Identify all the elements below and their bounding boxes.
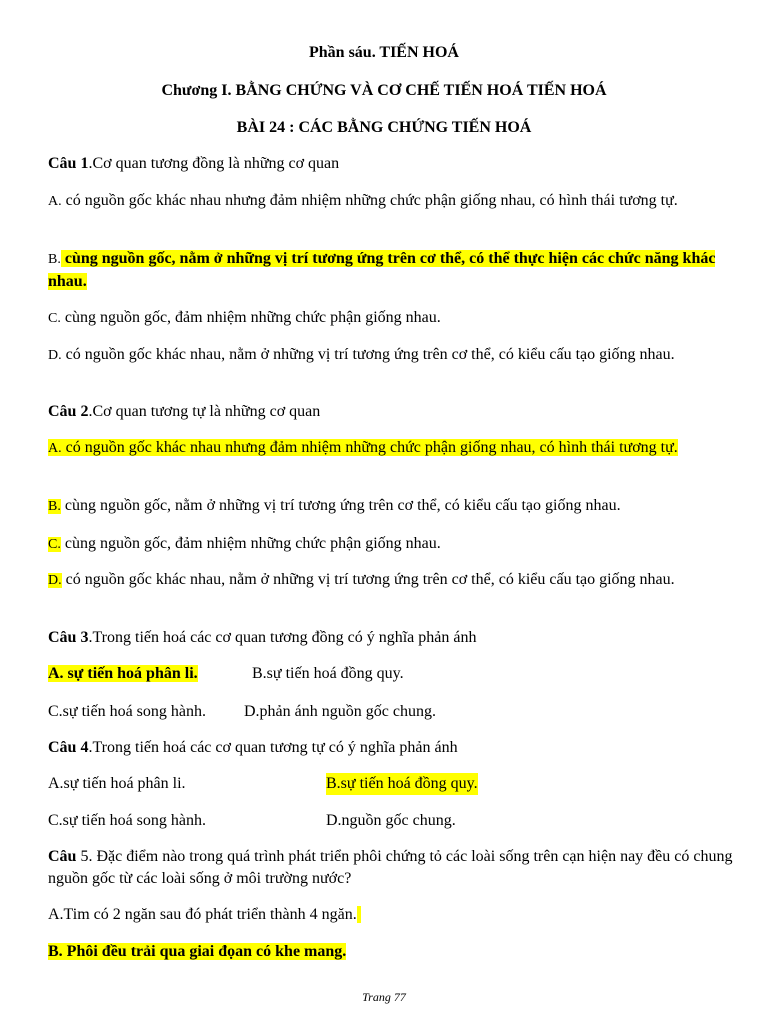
question-3-option-b: B.sự tiến hoá đồng quy. — [252, 665, 404, 682]
option-letter: B. — [48, 252, 61, 267]
question-5-option-b — [48, 941, 740, 963]
question-5-stem: . Đặc điểm nào trong quá trình phát triển phôi chứng tỏ các loài sống trên cạn hiện nay đều có chung nguồn gốc từ các loài sống ở môi trường nước? — [48, 848, 733, 887]
question-4-stem: .Trong tiến hoá các cơ quan tương tự có ý nghĩa phản ánh — [88, 739, 458, 756]
option-letter: B. — [48, 499, 61, 514]
option-text-highlighted — [48, 439, 678, 456]
option-text-highlighted: cùng nguồn gốc, nằm ở những vị trí tương ứng trên cơ thể, có thể thực hiện các chức năng khác nhau. — [48, 250, 716, 290]
question-1-option-b — [48, 248, 740, 293]
question-3-stem: .Trong tiến hoá các cơ quan tương đồng có ý nghĩa phản ánh — [88, 629, 477, 646]
question-2-option-d — [48, 569, 740, 592]
option-letter: D. — [48, 348, 62, 363]
question-5-label: Câu — [48, 848, 77, 865]
question-2-label: Câu 2 — [48, 403, 89, 420]
question-4-label: Câu 4 — [48, 739, 89, 756]
option-letter: C. — [48, 537, 61, 552]
question-3-options-row-2 — [48, 701, 740, 723]
option-text: có nguồn gốc khác nhau nhưng đảm nhiệm những chức phận giống nhau, có hình thái tương tự. — [61, 192, 678, 209]
option-text-highlighted: B. Phôi đều trải qua giai đọan có khe mang. — [48, 943, 347, 960]
option-text: có nguồn gốc khác nhau nhưng đảm nhiệm những chức phận giống nhau, có hình thái tương tự. — [61, 439, 678, 456]
question-5-number: 5 — [76, 848, 89, 865]
page-number: Trang 77 — [362, 990, 406, 1004]
question-1-option-d — [48, 344, 740, 367]
question-1-stem: .Cơ quan tương đồng là những cơ quan — [88, 155, 340, 172]
question-4-options-row-1 — [48, 773, 740, 795]
chapter-title: Chương I. BẰNG CHỨNG VÀ CƠ CHẾ TIẾN HOÁ TIẾN HOÁ — [161, 82, 607, 99]
part-title: Phần sáu. TIẾN HOÁ — [309, 44, 459, 61]
question-1 — [48, 153, 740, 175]
option-text: có nguồn gốc khác nhau, nằm ở những vị trí tương ứng trên cơ thể, có kiểu cấu tạo giống nhau. — [61, 346, 675, 363]
option-text: cùng nguồn gốc, nằm ở những vị trí tương ứng trên cơ thể, có kiểu cấu tạo giống nhau. — [60, 497, 621, 514]
question-4-option-c: C.sự tiến hoá song hành. — [48, 812, 206, 829]
option-letter: C. — [48, 311, 61, 326]
question-3-option-a: A. sự tiến hoá phân li. — [48, 665, 198, 682]
option-letter: A. — [48, 194, 62, 209]
option-letter: D. — [48, 573, 62, 588]
lesson-title: BÀI 24 : CÁC BẰNG CHỨNG TIẾN HOÁ — [236, 119, 532, 136]
question-2-option-c — [48, 533, 740, 556]
question-3 — [48, 627, 740, 649]
question-5-option-a — [48, 904, 740, 926]
highlight-marker — [357, 906, 361, 923]
question-5 — [48, 846, 740, 890]
question-2-option-b — [48, 495, 740, 518]
option-text: A.Tim có 2 ngăn sau đó phát triển thành 4 ngăn. — [48, 906, 357, 923]
question-3-option-d: D.phản ánh nguồn gốc chung. — [244, 703, 436, 720]
option-letter: A. — [48, 441, 62, 456]
question-1-label: Câu 1 — [48, 155, 89, 172]
option-text: cùng nguồn gốc, đảm nhiệm những chức phận giống nhau. — [60, 309, 441, 326]
option-text: cùng nguồn gốc, đảm nhiệm những chức phận giống nhau. — [60, 535, 441, 552]
question-3-option-c: C.sự tiến hoá song hành. — [48, 703, 206, 720]
question-4-option-a: A.sự tiến hoá phân li. — [48, 775, 186, 792]
question-4-option-b: B.sự tiến hoá đồng quy. — [326, 773, 478, 795]
question-4-option-d: D.nguồn gốc chung. — [326, 812, 456, 829]
option-text: có nguồn gốc khác nhau, nằm ở những vị trí tương ứng trên cơ thể, có kiểu cấu tạo giống nhau. — [61, 571, 675, 588]
question-2-option-a — [48, 437, 740, 460]
question-2-stem: .Cơ quan tương tự là những cơ quan — [88, 403, 321, 420]
question-3-label: Câu 3 — [48, 629, 89, 646]
question-1-option-c — [48, 307, 740, 330]
question-2 — [48, 401, 740, 423]
question-4 — [48, 737, 740, 759]
question-3-options-row-1 — [48, 663, 740, 685]
question-1-option-a — [48, 190, 740, 213]
question-4-options-row-2 — [48, 810, 740, 832]
